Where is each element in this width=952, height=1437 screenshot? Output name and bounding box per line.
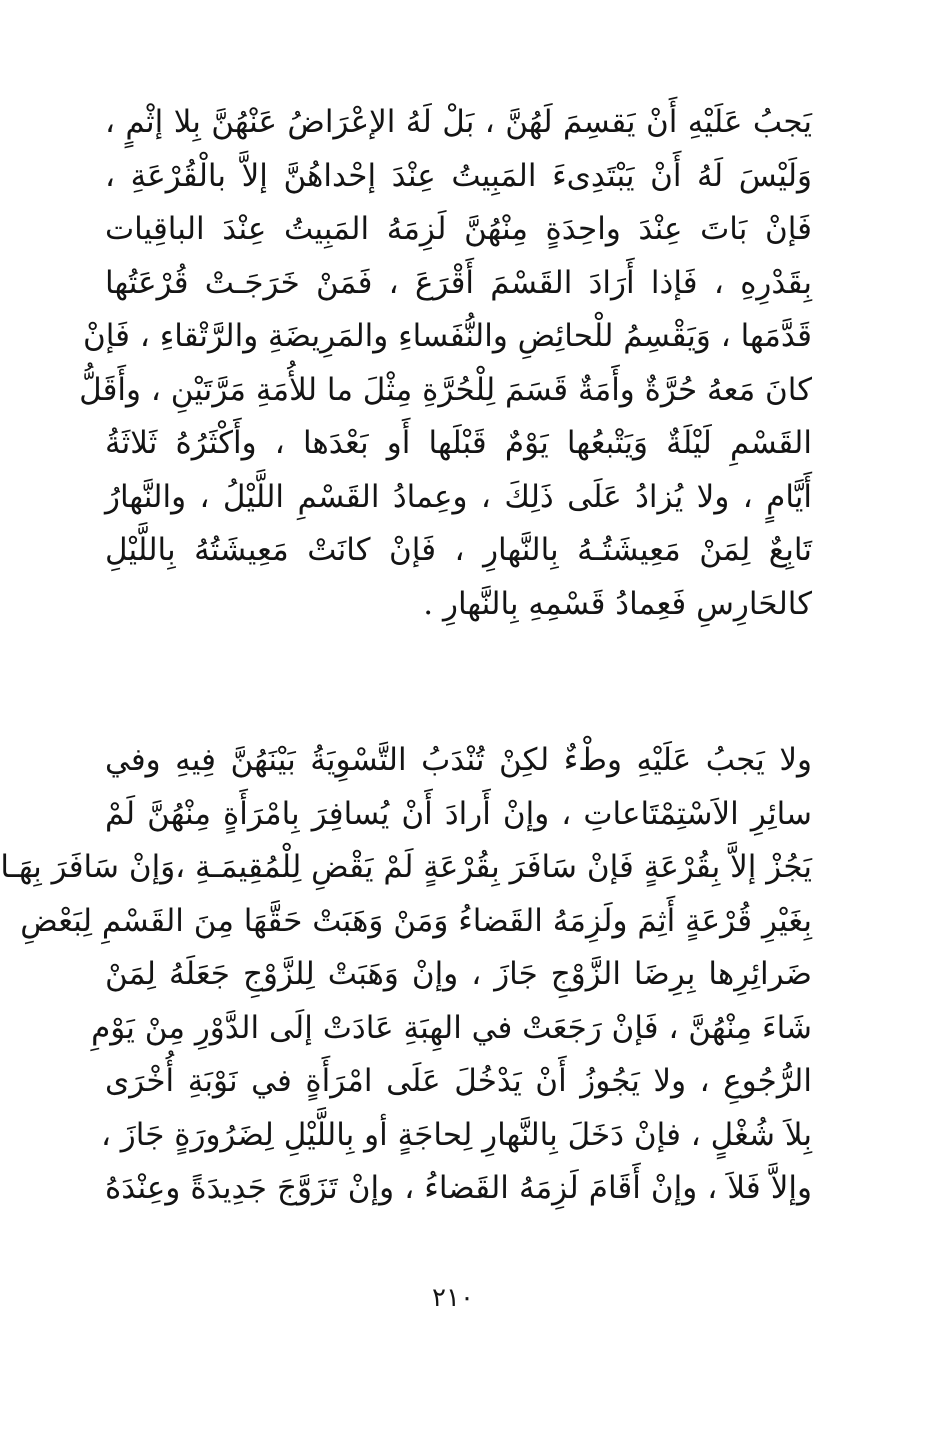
text-line: يَجبُ عَلَيْهِ أَنْ يَقسِمَ لَهُنَّ ، بَلْ لَهُ الإعْرَاضُ عَنْهُنَّ بِلا إثْمٍ ، — [105, 104, 812, 140]
text-line: ضَرائِرِها بِرِضَا الزَّوْجِ جَازَ ، وإنْ وَهَبَتْ لِلزَّوْجِ جَعَلَهُ لِمَنْ — [105, 956, 812, 992]
text-line: القَسْمِ لَيْلَةٌ وَيَتْبعُها يَوْمٌ قَبْلَها أَو بَعْدَها ، وأَكْثَرُهُ ثَلاثَةُ — [105, 425, 812, 461]
text-line: يَجُزْ إلاَّ بِقُرْعَةٍ فَإنْ سَافَرَ بِقُرْعَةٍ لَمْ يَقْضِ لِلْمُقِيمَـةِ ،وَإنْ سَافَرَ بِهَـا — [0, 849, 812, 885]
text-line: شَاءَ مِنْهُنَّ ، فَإنْ رَجَعَتْ في الهِبَةِ عَادَتْ إلَى الدَّوْرِ مِنْ يَوْمِ — [91, 1009, 812, 1046]
text-line: سائِرِ الاَسْتِمْتَاعاتِ ، وإنْ أَرادَ أَنْ يُسافِرَ بِامْرَأَةٍ مِنْهُنَّ لَمْ — [105, 795, 812, 832]
text-line: أَيَّامٍ ، ولا يُزادُ عَلَى ذَلِكَ ، وعِمادُ القَسْمِ اللَّيْلُ ، والنَّهارُ — [105, 478, 812, 515]
text-line: كالحَارِسِ فَعِمادُ قَسْمِهِ بِالنَّهارِ . — [423, 585, 812, 622]
text-line: وإلاَّ فَلاَ ، وإنْ أَقَامَ لَزِمَهُ القَضاءُ ، وإنْ تَزَوَّجَ جَدِيدَةً وعِنْدَهُ — [105, 1170, 812, 1206]
text-line: قَدَّمَها ، وَيَقْسِمُ للْحائِضِ والنُّفَساءِ والمَرِيضَةِ والرَّتْقاءِ ، فَإنْ — [82, 318, 812, 354]
paragraph-1 — [79, 96, 812, 631]
paragraph-2 — [0, 734, 812, 1216]
text-line: كانَ مَعهُ حُرَّةٌ وأَمَةٌ قَسَمَ لِلْحُرَّةِ مِثْلَ ما للأُمَةِ مَرَّتَيْنِ ، وأَقَلُّ — [79, 371, 812, 408]
text-line: بِلاَ شُغْلٍ ، فإنْ دَخَلَ بِالنَّهارِ لِحاجَةٍ أو بِاللَّيْلِ لِضَرُورَةٍ جَازَ ، — [100, 1116, 812, 1153]
text-line: بِغَيْرِ قُرْعَةٍ أَثِمَ ولَزِمَهُ القَضاءُ وَمَنْ وَهَبَتْ حَقَّهَا مِنَ القَسْمِ لِبَعْضِ — [20, 902, 812, 939]
text-line: تَابِعٌ لِمَنْ مَعِيشَتُـهُ بِالنَّهارِ ، فَإنْ كانَتْ مَعِيشَتُهُ بِاللَّيْلِ — [105, 532, 812, 568]
text-line: ولا يَجبُ عَلَيْهِ وطْءٌ لكِنْ تُنْدَبُ التَّسْوِيَةُ بَيْنَهُنَّ فِيهِ وفي — [105, 742, 812, 778]
text-line: الرُّجُوعِ ، ولا يَجُوزُ أَنْ يَدْخُلَ عَلَى امْرَأَةٍ في نَوْبَةِ أُخْرَى — [105, 1063, 812, 1099]
text-line: فَإنْ بَاتَ عِنْدَ واحِدَةٍ مِنْهُنَّ لَزِمَهُ المَبِيتُ عِنْدَ الباقِيات — [105, 211, 812, 247]
text-line: بِقَدْرِهِ ، فَإذا أَرَادَ القَسْمَ أَقْرَعَ ، فَمَنْ خَرَجَـتْ قُرْعَتُها — [105, 264, 812, 301]
page-number: ٢١٠ — [432, 1283, 474, 1313]
text-line: وَلَيْسَ لَهُ أَنْ يَبْتَدِىءَ المَبِيتُ عِنْدَ إحْداهُنَّ إلاَّ بالْقُرْعَةِ ، — [105, 157, 812, 194]
